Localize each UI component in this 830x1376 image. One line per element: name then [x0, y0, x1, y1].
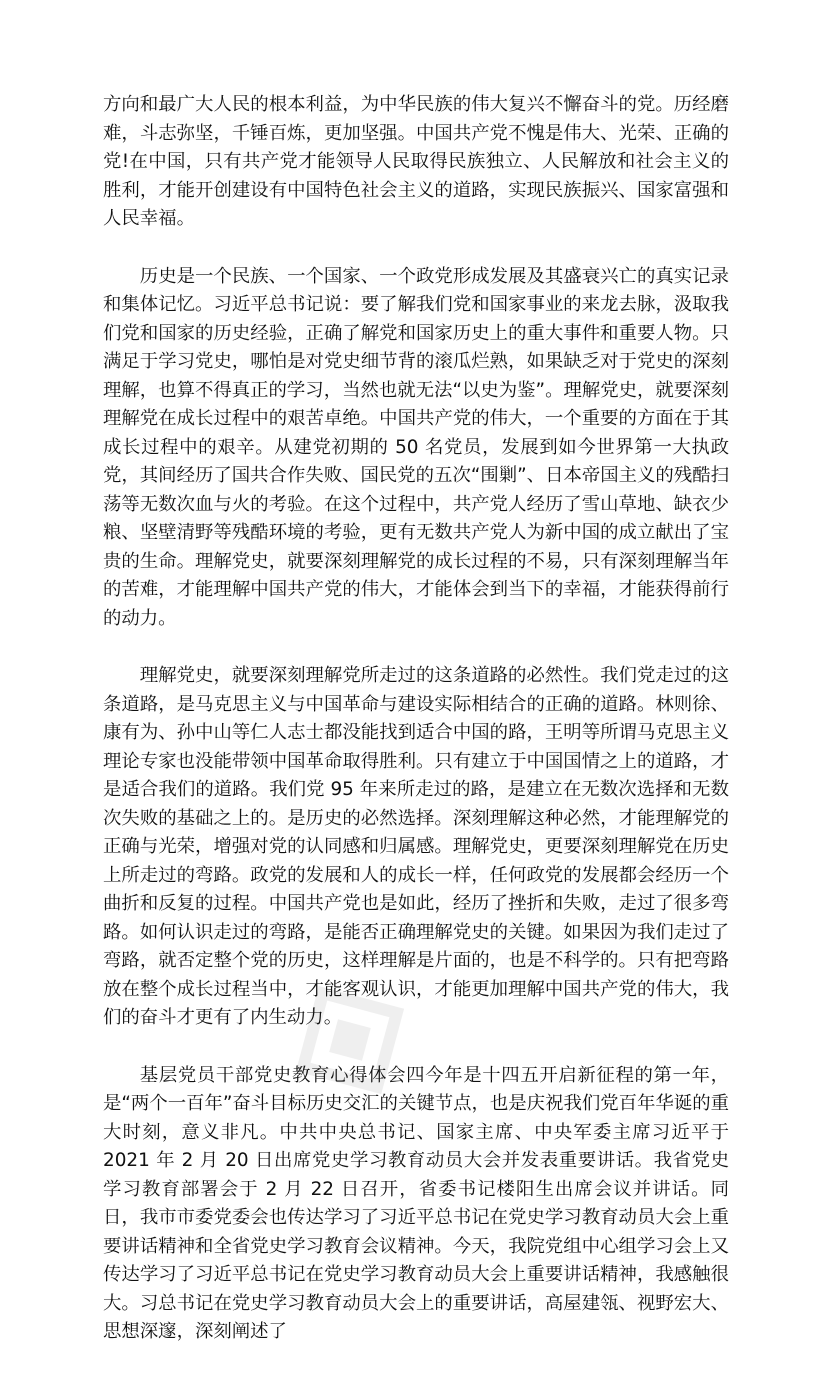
- document-body: [103, 91, 729, 1376]
- paragraph-history-record: 历史是一个民族、一个国家、一个政党形成发展及其盛衰兴亡的真实记录和集体记忆。习近平总书记说：要了解我们党和国家事业的来龙去脉，汲取我们党和国家的历史经验，正确了解党和国家历史上的重大事件和重要人物。只满足于学习党史，哪怕是对党史细节背的滚瓜烂熟，如果缺乏对于党史的深刻理解，也算不得真正的学习，当然也就无法“以史为鉴”。理解党史，就要深刻理解党在成长过程中的艰苦卓绝。中国共产党的伟大，一个重要的方面在于其成长过程中的艰辛。从建党初期的 50 名党员，发展到如今世界第一大执政党，其间经历了国共合作失败、国民党的五次“围剿”、日本帝国主义的残酷扫荡等无数次血与火的考验。在这个过程中，共产党人经历了雪山草地、缺衣少粮、坚壁清野等残酷环境的考验，更有无数共产党人为新中国的成立献出了宝贵的生命。理解党史，就要深刻理解党的成长过程的不易，只有深刻理解当年的苦难，才能理解中国共产党的伟大，才能体会到当下的幸福，才能获得前行的动力。: [103, 265, 729, 629]
- paragraph-path-necessity: 理解党史，就要深刻理解党所走过的这条道路的必然性。我们党走过的这条道路，是马克思主义与中国革命与建设实际相结合的正确的道路。林则徐、康有为、孙中山等仁人志士都没能找到适合中国的路，王明等所谓马克思主义理论专家也没能带领中国革命取得胜利。只有建立于中国国情之上的道路，才是适合我们的道路。我们党 95 年来所走过的路，是建立在无数次选择和无数次失败的基础之上的。是历史的必然选择。深刻理解这种必然，才能理解党的正确与光荣，增强对党的认同感和归属感。理解党史，更要深刻理解党在历史上所走过的弯路。政党的发展和人的成长一样，任何政党的发展都会经历一个曲折和反复的过程。中国共产党也是如此，经历了挫折和失败，走过了很多弯路。如何认识走过的弯路，是能否正确理解党史的关键。如果因为我们走过了弯路，就否定整个党的历史，这样理解是片面的，也是不科学的。只有把弯路放在整个成长过程当中，才能客观认识，才能更加理解中国共产党的伟大，我们的奋斗才更有了内生动力。: [103, 665, 729, 1028]
- paragraph-study-reflection: 基层党员干部党史教育心得体会四今年是十四五开启新征程的第一年，是“两个一百年”奋斗目标历史交汇的关键节点，也是庆祝我们党百年华诞的重大时刻，意义非凡。中共中央总书记、国家主席、中央军委主席习近平于 2021 年 2 月 20 日出席党史学习教育动员大会并发表重要讲话。我省党史学习教育部署会于 2 月 22 日召开，省委书记楼阳生出席会议并讲话。同日，我市市委党委会也传达学习了习近平总书记在党史学习教育动员大会上重要讲话精神和全省党史学习教育会议精神。今天，我院党组中心组学习会上又传达学习了习近平总书记在党史学习教育动员大会上重要讲话精神，我感触很大。习总书记在党史学习教育动员大会上的重要讲话，高屋建瓴、视野宏大、思想深邃，深刻阐述了: [103, 1064, 729, 1342]
- paragraph-continuation: 方向和最广大人民的根本利益，为中华民族的伟大复兴不懈奋斗的党。历经磨难，斗志弥坚，千锤百炼，更加坚强。中国共产党不愧是伟大、光荣、正确的党!在中国，只有共产党才能领导人民取得民族独立、人民解放和社会主义的胜利，才能开创建设有中国特色社会主义的道路，实现民族振兴、国家富强和人民幸福。: [103, 94, 729, 229]
